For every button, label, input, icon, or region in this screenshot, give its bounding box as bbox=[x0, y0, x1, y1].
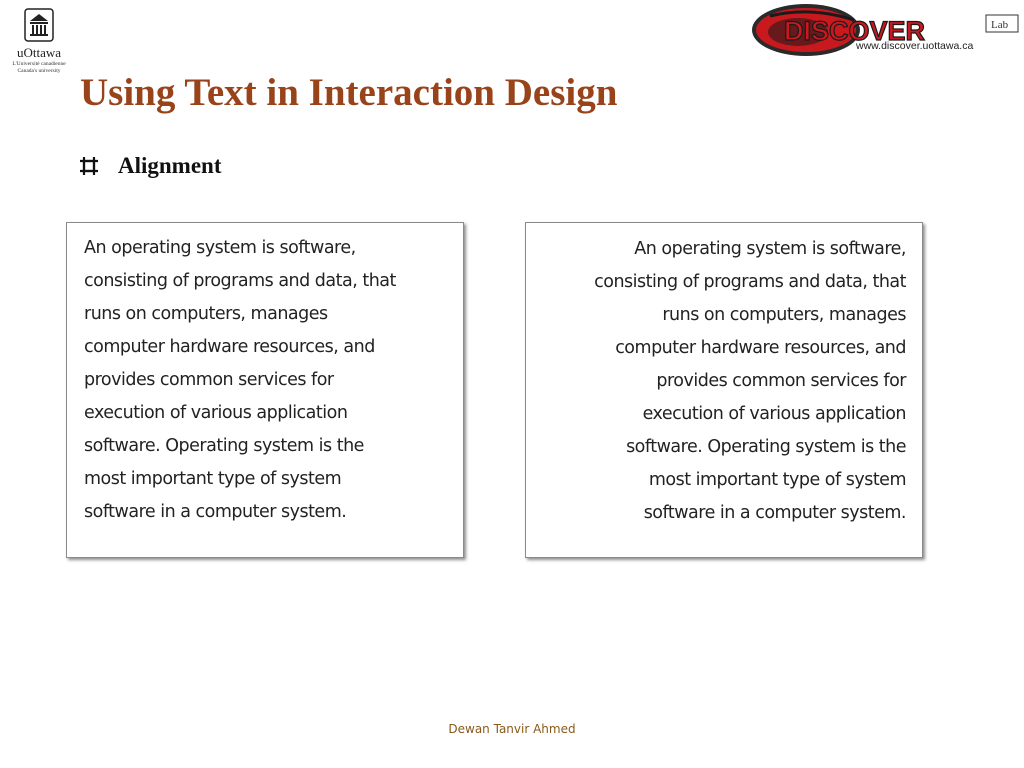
right-line: execution of various application bbox=[642, 404, 906, 424]
right-aligned-example-box bbox=[525, 222, 923, 558]
right-line: computer hardware resources, and bbox=[615, 338, 906, 358]
left-aligned-example-box bbox=[66, 222, 464, 558]
hash-square-bullet-icon bbox=[80, 157, 98, 175]
discover-lab-label: Lab bbox=[991, 19, 1009, 31]
left-line: consisting of programs and data, that bbox=[84, 271, 396, 291]
left-line: An operating system is software, bbox=[84, 238, 356, 258]
uottawa-logo bbox=[8, 8, 70, 75]
left-line: provides common services for bbox=[84, 370, 334, 390]
uottawa-name: uOttawa bbox=[16, 45, 62, 60]
right-line: software in a computer system. bbox=[643, 503, 906, 523]
uottawa-subtitle-2: Canada's university bbox=[17, 68, 61, 74]
right-line: most important type of system bbox=[648, 470, 906, 490]
discover-lab-logo bbox=[750, 2, 1020, 60]
right-line: An operating system is software, bbox=[634, 239, 906, 259]
bullet-text: Alignment bbox=[118, 153, 222, 178]
right-line: provides common services for bbox=[656, 371, 906, 391]
footer-author: Dewan Tanvir Ahmed bbox=[448, 722, 576, 736]
right-line: consisting of programs and data, that bbox=[594, 272, 906, 292]
uottawa-building-icon bbox=[24, 8, 54, 42]
discover-wordmark: DISCOVER bbox=[784, 16, 926, 46]
left-line: software. Operating system is the bbox=[84, 436, 364, 456]
left-line: runs on computers, manages bbox=[84, 304, 328, 324]
bullet-item bbox=[80, 153, 222, 179]
discover-url: www.discover.uottawa.ca bbox=[856, 40, 974, 52]
slide-title: Using Text in Interaction Design bbox=[80, 71, 618, 114]
left-line: computer hardware resources, and bbox=[84, 337, 375, 357]
right-line: runs on computers, manages bbox=[662, 305, 906, 325]
right-line: software. Operating system is the bbox=[626, 437, 906, 457]
left-line: execution of various application bbox=[84, 403, 348, 423]
left-line: software in a computer system. bbox=[84, 502, 347, 522]
uottawa-subtitle-1: L'Université canadienne bbox=[12, 61, 66, 67]
left-line: most important type of system bbox=[84, 469, 342, 489]
